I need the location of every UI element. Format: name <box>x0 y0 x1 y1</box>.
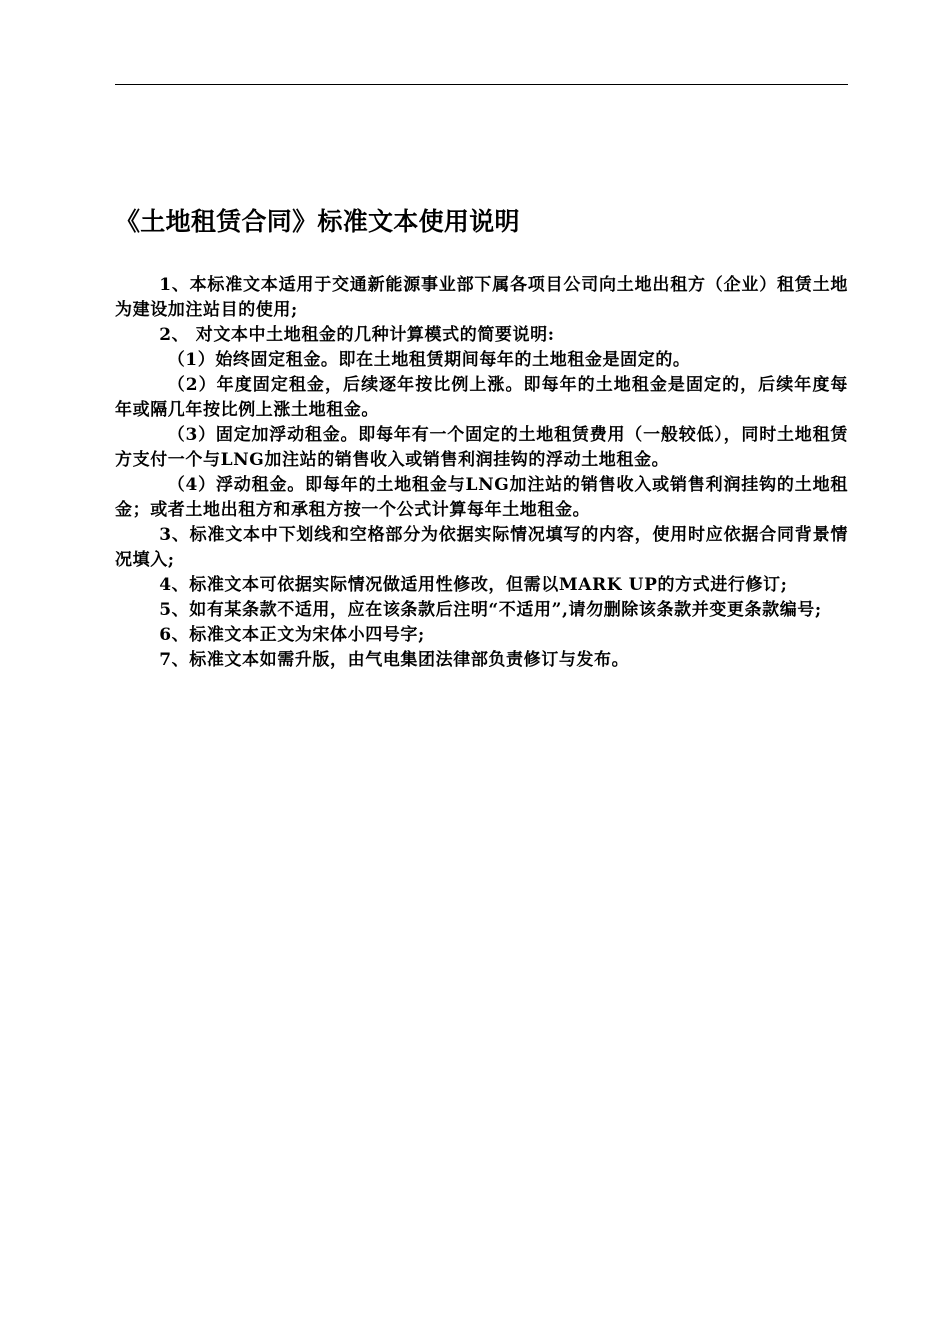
paragraph-2-4: （4）浮动租金。即每年的土地租金与LNG加注站的销售收入或销售利润挂钩的土地租金；或者土地出租方和承租方按一个公式计算每年土地租金。 <box>115 475 848 520</box>
paragraph-3: 3、标准文本中下划线和空格部分为依据实际情况填写的内容，使用时应依据合同背景情况填入; <box>115 525 848 570</box>
document-title: 《土地租赁合同》标准文本使用说明 <box>115 207 520 236</box>
paragraph-1: 1、本标准文本适用于交通新能源事业部下属各项目公司向土地出租方（企业）租赁土地为建设加注站目的使用; <box>115 275 848 320</box>
header-rule <box>115 84 848 85</box>
paragraph-2-3: （3）固定加浮动租金。即每年有一个固定的土地租赁费用（一般较低），同时土地租赁方支付一个与LNG加注站的销售收入或销售利润挂钩的浮动土地租金。 <box>115 425 848 470</box>
paragraph-5: 5、如有某条款不适用，应在该条款后注明“不适用”,请勿删除该条款并变更条款编号; <box>159 600 822 620</box>
document-body <box>115 273 848 673</box>
paragraph-2-2: （2）年度固定租金，后续逐年按比例上涨。即每年的土地租金是固定的，后续年度每年或隔几年按比例上涨土地租金。 <box>115 375 848 420</box>
paragraph-7: 7、标准文本如需升版，由气电集团法律部负责修订与发布。 <box>159 650 630 670</box>
paragraph-2: 2、 对文本中土地租金的几种计算模式的简要说明: <box>159 325 555 345</box>
paragraph-6: 6、标准文本正文为宋体小四号字; <box>159 625 425 645</box>
paragraph-4: 4、标准文本可依据实际情况做适用性修改，但需以MARK UP的方式进行修订; <box>159 575 788 595</box>
paragraph-2-1: （1）始终固定租金。即在土地租赁期间每年的土地租金是固定的。 <box>167 350 691 370</box>
